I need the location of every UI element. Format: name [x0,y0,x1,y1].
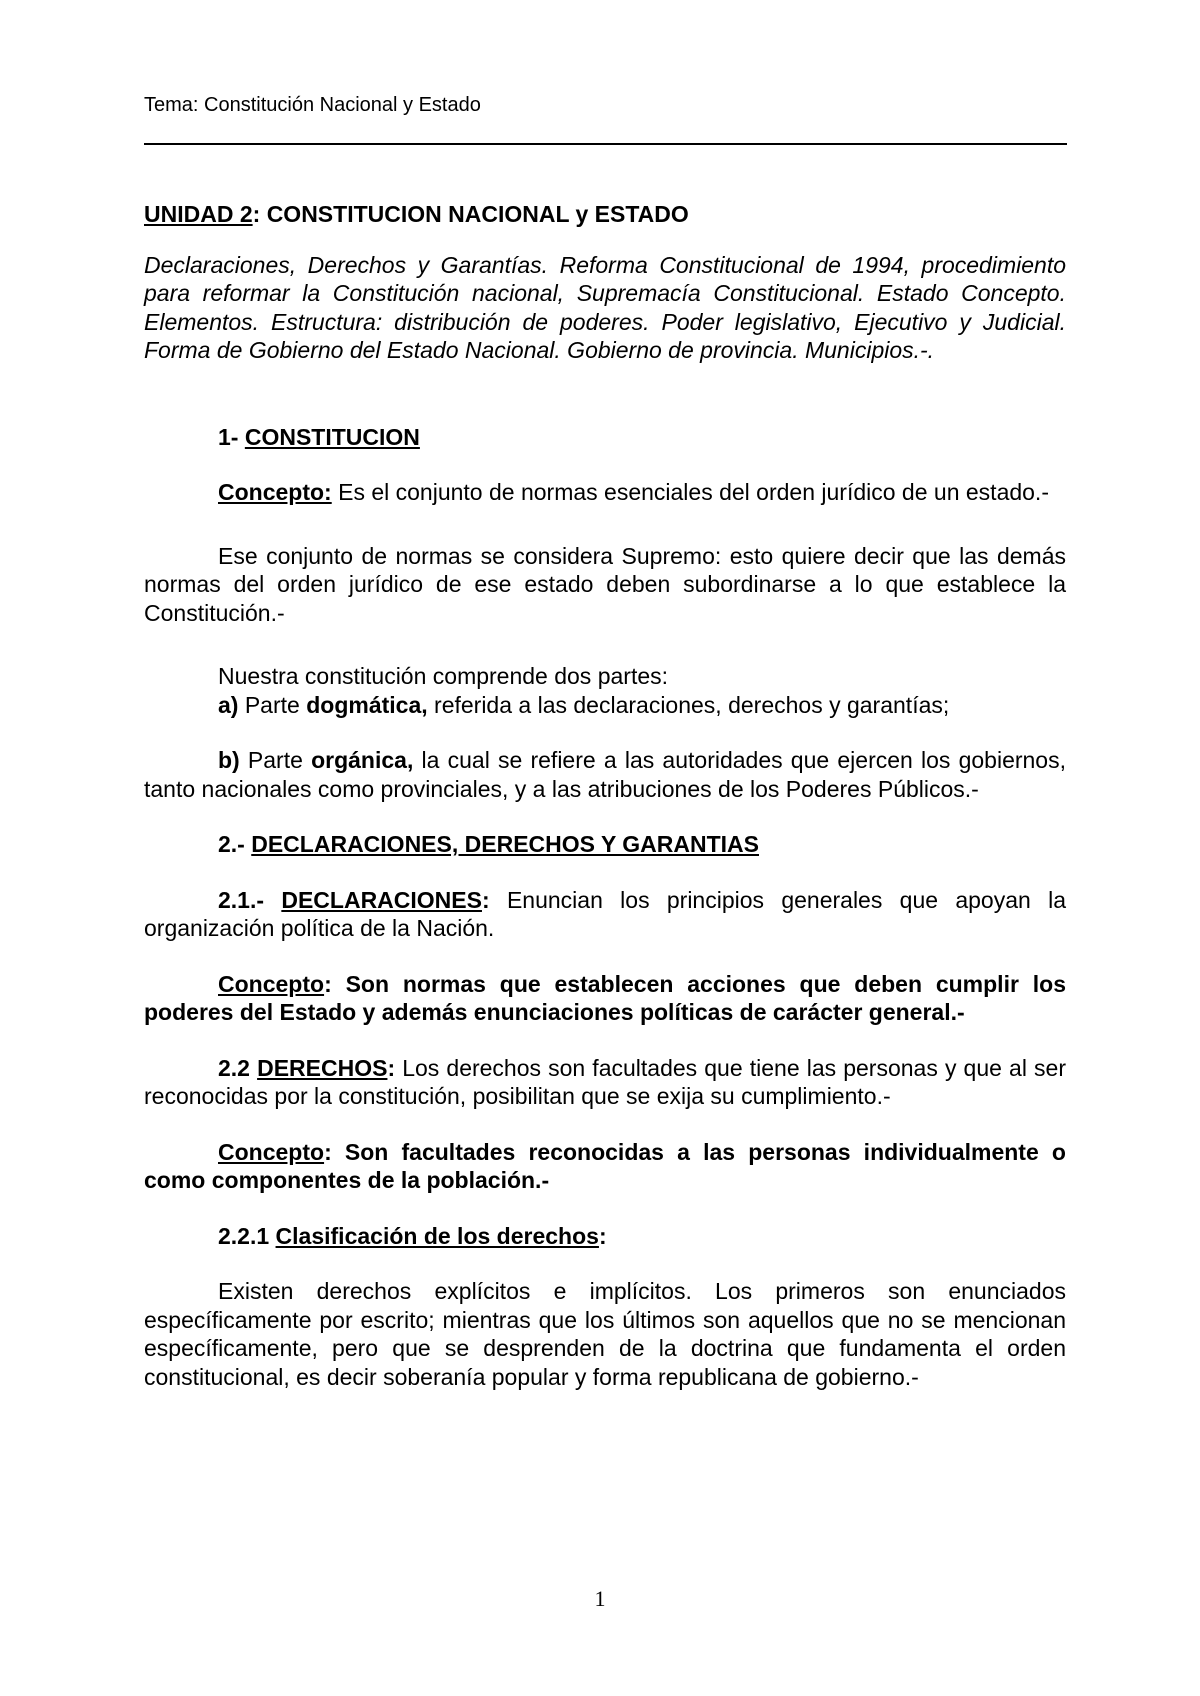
parte-b-text: la cual se refiere a las autoridades que ejercen los gobiernos, tanto nacionales como provinciales, y a las atribuciones de los Poderes Públicos.- [144,747,1066,802]
parte-a-pre: Parte [238,691,307,718]
section-2-number: 2.- [218,831,252,857]
declaraciones-title: DECLARACIONES [281,886,482,913]
concept-text: Es el conjunto de normas esenciales del orden jurídico de un estado.- [331,479,1049,505]
parte-a-text: referida a las declaraciones, derechos y garantías; [427,691,950,718]
section-1-heading [144,423,1066,452]
unit-title [144,200,1066,229]
page-number: 1 [594,1586,606,1611]
parte-a [144,691,1066,720]
section-2-title: DECLARACIONES, DERECHOS Y GARANTIAS [251,831,759,857]
supremo-paragraph: Ese conjunto de normas se considera Supremo: esto quiere decir que las demás normas del orden jurídico de ese estado deben subordinarse a lo que establece la Constitución.- [144,542,1066,626]
declaraciones-concept-label: Concepto [218,970,325,997]
derechos-concept-label: Concepto [218,1138,325,1165]
parte-b-bold: orgánica, [311,747,414,773]
section-2-heading [144,830,1066,859]
declaraciones-paragraph [144,886,1066,943]
document-body [144,200,1066,1391]
clasificacion-number: 2.2.1 [218,1222,276,1249]
declaraciones-number: 2.1.- [218,886,282,913]
parte-b-pre: Parte [239,747,312,773]
parte-a-label: a) [218,691,239,718]
parte-a-bold: dogmática, [306,691,428,718]
clasificacion-paragraph: Existen derechos explícitos e implícitos. Los primeros son enunciados específicamente por escrito; mientras que los últimos son aquellos que no se mencionan específicamente, pero que se desprenden de la doctrina que fundamenta el orden constitucional, es decir soberanía popular y forma republicana de gobierno.- [144,1278,1066,1390]
running-header: Tema: Constitución Nacional y Estado [144,94,481,116]
derechos-colon: : [387,1054,396,1081]
header-rule [144,143,1067,145]
derechos-concept [144,1138,1066,1195]
declaraciones-concept-text: : Son normas que establecen acciones que deben cumplir los poderes del Estado y además enunciaciones políticas de carácter general.- [144,970,1066,1025]
unit-sep: : [252,201,267,227]
derechos-text: Los derechos son facultades que tiene las personas y que al ser reconocidas por la constitución, posibilitan que se exija su cumplimiento.- [144,1054,1066,1109]
declaraciones-concept [144,970,1066,1027]
unit-summary: Declaraciones, Derechos y Garantías. Reforma Constitucional de 1994, procedimiento para reformar la Constitución nacional, Supremacía Constitucional. Estado Concepto. Elementos. Estructura: distribución de poderes. Poder legislativo, Ejecutivo y Judicial. Forma de Gobierno del Estado Nacional. Gobierno de provincia. Municipios.-. [144,251,1066,363]
constitucion-concept [144,478,1066,507]
derechos-title: DERECHOS [257,1054,388,1081]
derechos-concept-text: : Son facultades reconocidas a las personas individualmente o como componentes de la población.- [144,1138,1066,1193]
declaraciones-text: Enuncian los principios generales que apoyan la organización política de la Nación. [144,886,1066,941]
parte-b-label: b) [218,747,240,773]
clasificacion-colon: : [598,1222,607,1249]
unit-label: UNIDAD 2 [144,201,253,227]
derechos-number: 2.2 [218,1054,258,1081]
clasificacion-title: Clasificación de los derechos [275,1222,599,1249]
section-1-number: 1- [218,423,245,450]
declaraciones-colon: : [481,886,490,913]
concept-label: Concepto: [218,479,332,505]
clasificacion-heading [144,1222,1066,1251]
section-1-title: CONSTITUCION [244,423,420,450]
parte-b [144,746,1066,803]
derechos-paragraph [144,1054,1066,1111]
unit-title-text: CONSTITUCION NACIONAL y ESTADO [266,201,689,227]
partes-intro: Nuestra constitución comprende dos partes: [218,663,669,689]
